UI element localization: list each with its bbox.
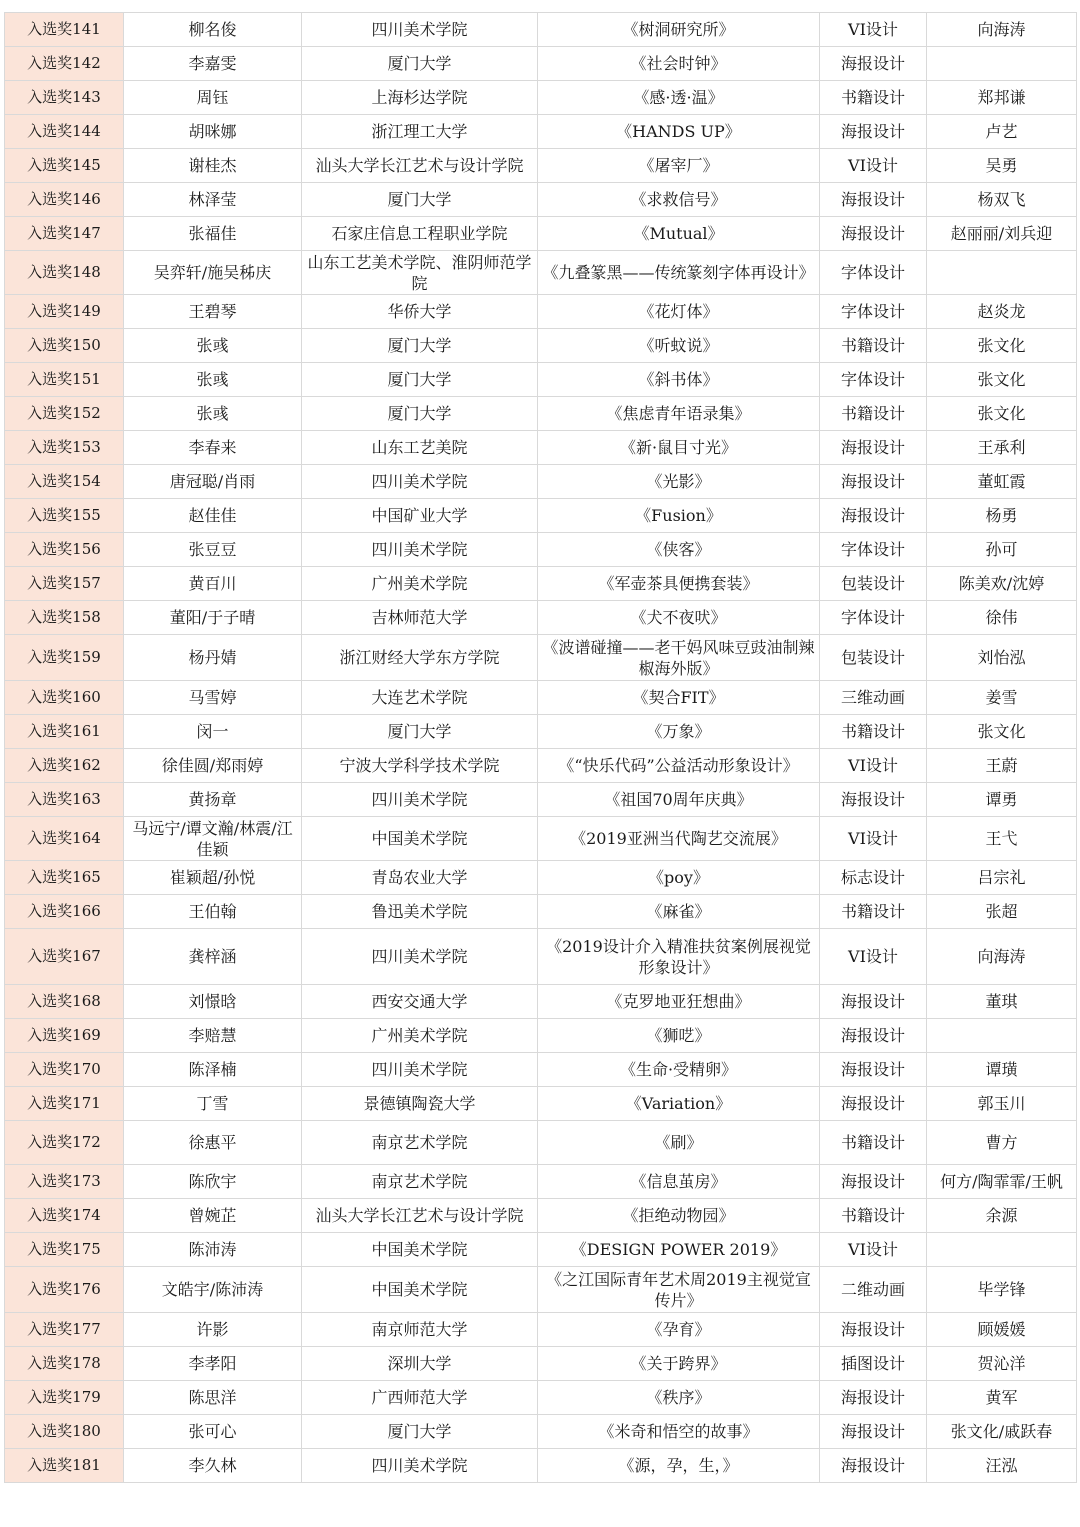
award-cell: 入选奖150 xyxy=(5,329,124,363)
work-title-cell: 《狮呓》 xyxy=(538,1019,820,1053)
category-cell: 海报设计 xyxy=(820,783,927,817)
award-cell: 入选奖149 xyxy=(5,295,124,329)
name-cell: 陈泽楠 xyxy=(124,1053,302,1087)
name-cell: 陈沛涛 xyxy=(124,1233,302,1267)
table-row xyxy=(5,681,1077,715)
name-cell: 马雪婷 xyxy=(124,681,302,715)
award-cell: 入选奖143 xyxy=(5,81,124,115)
name-cell: 徐佳圆/郑雨婷 xyxy=(124,749,302,783)
table-row xyxy=(5,431,1077,465)
tutor-cell: 向海涛 xyxy=(927,929,1077,985)
category-cell: 海报设计 xyxy=(820,1313,927,1347)
tutor-cell: 汪泓 xyxy=(927,1449,1077,1483)
school-cell: 四川美术学院 xyxy=(302,1053,538,1087)
award-cell: 入选奖146 xyxy=(5,183,124,217)
category-cell: 海报设计 xyxy=(820,499,927,533)
school-cell: 中国美术学院 xyxy=(302,817,538,861)
award-cell: 入选奖167 xyxy=(5,929,124,985)
category-cell: VI设计 xyxy=(820,1233,927,1267)
table-row xyxy=(5,1019,1077,1053)
work-title-cell: 《新·鼠目寸光》 xyxy=(538,431,820,465)
tutor-cell xyxy=(927,1019,1077,1053)
work-title-cell: 《“快乐代码”公益活动形象设计》 xyxy=(538,749,820,783)
work-title-cell: 《Variation》 xyxy=(538,1087,820,1121)
category-cell: 书籍设计 xyxy=(820,329,927,363)
table-row xyxy=(5,397,1077,431)
school-cell: 四川美术学院 xyxy=(302,13,538,47)
category-cell: VI设计 xyxy=(820,749,927,783)
work-title-cell: 《2019设计介入精准扶贫案例展视觉形象设计》 xyxy=(538,929,820,985)
school-cell: 中国美术学院 xyxy=(302,1233,538,1267)
table-row xyxy=(5,1449,1077,1483)
name-cell: 黄百川 xyxy=(124,567,302,601)
school-cell: 浙江理工大学 xyxy=(302,115,538,149)
tutor-cell: 张文化 xyxy=(927,329,1077,363)
school-cell: 汕头大学长江艺术与设计学院 xyxy=(302,1199,538,1233)
tutor-cell: 郭玉川 xyxy=(927,1087,1077,1121)
award-cell: 入选奖141 xyxy=(5,13,124,47)
work-title-cell: 《克罗地亚狂想曲》 xyxy=(538,985,820,1019)
award-cell: 入选奖177 xyxy=(5,1313,124,1347)
category-cell: 海报设计 xyxy=(820,1053,927,1087)
category-cell: 包装设计 xyxy=(820,567,927,601)
name-cell: 文皓宇/陈沛涛 xyxy=(124,1267,302,1313)
work-title-cell: 《刷》 xyxy=(538,1121,820,1165)
table-row xyxy=(5,635,1077,681)
category-cell: 书籍设计 xyxy=(820,1199,927,1233)
award-cell: 入选奖144 xyxy=(5,115,124,149)
work-title-cell: 《关于跨界》 xyxy=(538,1347,820,1381)
work-title-cell: 《波谱碰撞——老干妈风味豆豉油制辣椒海外版》 xyxy=(538,635,820,681)
table-row xyxy=(5,363,1077,397)
name-cell: 柳名俊 xyxy=(124,13,302,47)
school-cell: 石家庄信息工程职业学院 xyxy=(302,217,538,251)
work-title-cell: 《听蚊说》 xyxy=(538,329,820,363)
work-title-cell: 《源，孕，生，》 xyxy=(538,1449,820,1483)
table-row xyxy=(5,1233,1077,1267)
category-cell: 海报设计 xyxy=(820,465,927,499)
school-cell: 深圳大学 xyxy=(302,1347,538,1381)
work-title-cell: 《poy》 xyxy=(538,861,820,895)
table-row xyxy=(5,749,1077,783)
category-cell: 标志设计 xyxy=(820,861,927,895)
work-title-cell: 《麻雀》 xyxy=(538,895,820,929)
award-cell: 入选奖179 xyxy=(5,1381,124,1415)
tutor-cell: 卢艺 xyxy=(927,115,1077,149)
name-cell: 许影 xyxy=(124,1313,302,1347)
award-cell: 入选奖176 xyxy=(5,1267,124,1313)
table-row xyxy=(5,1313,1077,1347)
name-cell: 董阳/于子晴 xyxy=(124,601,302,635)
school-cell: 汕头大学长江艺术与设计学院 xyxy=(302,149,538,183)
award-cell: 入选奖181 xyxy=(5,1449,124,1483)
table-row xyxy=(5,985,1077,1019)
name-cell: 李赔慧 xyxy=(124,1019,302,1053)
category-cell: 海报设计 xyxy=(820,217,927,251)
award-cell: 入选奖153 xyxy=(5,431,124,465)
category-cell: 海报设计 xyxy=(820,1087,927,1121)
name-cell: 唐冠聪/肖雨 xyxy=(124,465,302,499)
category-cell: VI设计 xyxy=(820,149,927,183)
name-cell: 张豆豆 xyxy=(124,533,302,567)
award-cell: 入选奖160 xyxy=(5,681,124,715)
school-cell: 厦门大学 xyxy=(302,397,538,431)
school-cell: 南京师范大学 xyxy=(302,1313,538,1347)
tutor-cell: 向海涛 xyxy=(927,13,1077,47)
school-cell: 宁波大学科学技术学院 xyxy=(302,749,538,783)
tutor-cell: 赵丽丽/刘兵迎 xyxy=(927,217,1077,251)
school-cell: 上海杉达学院 xyxy=(302,81,538,115)
school-cell: 浙江财经大学东方学院 xyxy=(302,635,538,681)
category-cell: 书籍设计 xyxy=(820,397,927,431)
school-cell: 四川美术学院 xyxy=(302,929,538,985)
award-cell: 入选奖168 xyxy=(5,985,124,1019)
tutor-cell: 毕学锋 xyxy=(927,1267,1077,1313)
award-cell: 入选奖142 xyxy=(5,47,124,81)
category-cell: 字体设计 xyxy=(820,251,927,295)
award-cell: 入选奖159 xyxy=(5,635,124,681)
category-cell: 字体设计 xyxy=(820,601,927,635)
award-cell: 入选奖157 xyxy=(5,567,124,601)
category-cell: 书籍设计 xyxy=(820,1121,927,1165)
tutor-cell: 张文化/戚跃春 xyxy=(927,1415,1077,1449)
work-title-cell: 《感·透·温》 xyxy=(538,81,820,115)
award-cell: 入选奖162 xyxy=(5,749,124,783)
table-row xyxy=(5,217,1077,251)
category-cell: 海报设计 xyxy=(820,431,927,465)
category-cell: 字体设计 xyxy=(820,363,927,397)
school-cell: 四川美术学院 xyxy=(302,533,538,567)
name-cell: 龚梓涵 xyxy=(124,929,302,985)
work-title-cell: 《斜书体》 xyxy=(538,363,820,397)
school-cell: 四川美术学院 xyxy=(302,783,538,817)
category-cell: VI设计 xyxy=(820,929,927,985)
name-cell: 马远宁/谭文瀚/林震/江佳颖 xyxy=(124,817,302,861)
table-row xyxy=(5,149,1077,183)
school-cell: 厦门大学 xyxy=(302,47,538,81)
award-cell: 入选奖169 xyxy=(5,1019,124,1053)
school-cell: 青岛农业大学 xyxy=(302,861,538,895)
award-cell: 入选奖155 xyxy=(5,499,124,533)
school-cell: 景德镇陶瓷大学 xyxy=(302,1087,538,1121)
school-cell: 广州美术学院 xyxy=(302,567,538,601)
tutor-cell: 王蔚 xyxy=(927,749,1077,783)
name-cell: 王碧琴 xyxy=(124,295,302,329)
table-row xyxy=(5,1347,1077,1381)
tutor-cell: 姜雪 xyxy=(927,681,1077,715)
school-cell: 厦门大学 xyxy=(302,183,538,217)
name-cell: 黄扬章 xyxy=(124,783,302,817)
award-cell: 入选奖156 xyxy=(5,533,124,567)
name-cell: 李嘉雯 xyxy=(124,47,302,81)
tutor-cell: 王承利 xyxy=(927,431,1077,465)
tutor-cell: 杨双飞 xyxy=(927,183,1077,217)
school-cell: 广州美术学院 xyxy=(302,1019,538,1053)
category-cell: 书籍设计 xyxy=(820,715,927,749)
award-table-body xyxy=(5,13,1077,1483)
award-cell: 入选奖174 xyxy=(5,1199,124,1233)
table-row xyxy=(5,929,1077,985)
work-title-cell: 《契合FIT》 xyxy=(538,681,820,715)
school-cell: 山东工艺美术学院、淮阴师范学院 xyxy=(302,251,538,295)
table-row xyxy=(5,329,1077,363)
school-cell: 吉林师范大学 xyxy=(302,601,538,635)
school-cell: 西安交通大学 xyxy=(302,985,538,1019)
tutor-cell xyxy=(927,1233,1077,1267)
category-cell: 海报设计 xyxy=(820,1449,927,1483)
category-cell: 海报设计 xyxy=(820,1165,927,1199)
category-cell: 字体设计 xyxy=(820,295,927,329)
school-cell: 厦门大学 xyxy=(302,715,538,749)
table-row xyxy=(5,115,1077,149)
award-cell: 入选奖173 xyxy=(5,1165,124,1199)
tutor-cell: 刘怡泓 xyxy=(927,635,1077,681)
name-cell: 张彧 xyxy=(124,363,302,397)
award-cell: 入选奖164 xyxy=(5,817,124,861)
award-cell: 入选奖148 xyxy=(5,251,124,295)
table-row xyxy=(5,499,1077,533)
name-cell: 张可心 xyxy=(124,1415,302,1449)
work-title-cell: 《DESIGN POWER 2019》 xyxy=(538,1233,820,1267)
category-cell: 海报设计 xyxy=(820,115,927,149)
work-title-cell: 《Fusion》 xyxy=(538,499,820,533)
tutor-cell: 谭勇 xyxy=(927,783,1077,817)
award-cell: 入选奖158 xyxy=(5,601,124,635)
category-cell: VI设计 xyxy=(820,13,927,47)
name-cell: 李久林 xyxy=(124,1449,302,1483)
work-title-cell: 《军壶茶具便携套装》 xyxy=(538,567,820,601)
table-row xyxy=(5,1087,1077,1121)
work-title-cell: 《焦虑青年语录集》 xyxy=(538,397,820,431)
name-cell: 陈思洋 xyxy=(124,1381,302,1415)
table-row xyxy=(5,1199,1077,1233)
tutor-cell: 孙可 xyxy=(927,533,1077,567)
work-title-cell: 《米奇和悟空的故事》 xyxy=(538,1415,820,1449)
name-cell: 陈欣宇 xyxy=(124,1165,302,1199)
work-title-cell: 《犬不夜吠》 xyxy=(538,601,820,635)
school-cell: 厦门大学 xyxy=(302,363,538,397)
tutor-cell: 陈美欢/沈婷 xyxy=(927,567,1077,601)
work-title-cell: 《HANDS UP》 xyxy=(538,115,820,149)
tutor-cell: 顾媛媛 xyxy=(927,1313,1077,1347)
category-cell: 二维动画 xyxy=(820,1267,927,1313)
category-cell: 三维动画 xyxy=(820,681,927,715)
tutor-cell: 赵炎龙 xyxy=(927,295,1077,329)
award-cell: 入选奖178 xyxy=(5,1347,124,1381)
school-cell: 四川美术学院 xyxy=(302,465,538,499)
table-row xyxy=(5,715,1077,749)
work-title-cell: 《2019亚洲当代陶艺交流展》 xyxy=(538,817,820,861)
category-cell: 海报设计 xyxy=(820,47,927,81)
table-row xyxy=(5,1121,1077,1165)
tutor-cell: 何方/陶霏霏/王帆 xyxy=(927,1165,1077,1199)
name-cell: 吴弈轩/施吴秭庆 xyxy=(124,251,302,295)
category-cell: 插图设计 xyxy=(820,1347,927,1381)
table-row xyxy=(5,465,1077,499)
name-cell: 周钰 xyxy=(124,81,302,115)
award-cell: 入选奖154 xyxy=(5,465,124,499)
table-row xyxy=(5,183,1077,217)
table-row xyxy=(5,1267,1077,1313)
category-cell: 海报设计 xyxy=(820,985,927,1019)
table-row xyxy=(5,295,1077,329)
tutor-cell: 余源 xyxy=(927,1199,1077,1233)
tutor-cell: 董琪 xyxy=(927,985,1077,1019)
work-title-cell: 《之江国际青年艺术周2019主视觉宣传片》 xyxy=(538,1267,820,1313)
award-cell: 入选奖166 xyxy=(5,895,124,929)
award-cell: 入选奖161 xyxy=(5,715,124,749)
work-title-cell: 《屠宰厂》 xyxy=(538,149,820,183)
table-row xyxy=(5,1415,1077,1449)
award-cell: 入选奖180 xyxy=(5,1415,124,1449)
table-row xyxy=(5,783,1077,817)
award-cell: 入选奖171 xyxy=(5,1087,124,1121)
work-title-cell: 《拒绝动物园》 xyxy=(538,1199,820,1233)
category-cell: VI设计 xyxy=(820,817,927,861)
category-cell: 字体设计 xyxy=(820,533,927,567)
work-title-cell: 《信息茧房》 xyxy=(538,1165,820,1199)
school-cell: 中国矿业大学 xyxy=(302,499,538,533)
name-cell: 张福佳 xyxy=(124,217,302,251)
school-cell: 四川美术学院 xyxy=(302,1449,538,1483)
table-row xyxy=(5,1165,1077,1199)
table-row xyxy=(5,47,1077,81)
category-cell: 海报设计 xyxy=(820,1415,927,1449)
award-cell: 入选奖147 xyxy=(5,217,124,251)
school-cell: 鲁迅美术学院 xyxy=(302,895,538,929)
work-title-cell: 《树洞研究所》 xyxy=(538,13,820,47)
tutor-cell: 吕宗礼 xyxy=(927,861,1077,895)
tutor-cell: 谭璜 xyxy=(927,1053,1077,1087)
work-title-cell: 《侠客》 xyxy=(538,533,820,567)
tutor-cell: 张文化 xyxy=(927,363,1077,397)
school-cell: 厦门大学 xyxy=(302,1415,538,1449)
award-cell: 入选奖152 xyxy=(5,397,124,431)
tutor-cell: 董虹霞 xyxy=(927,465,1077,499)
school-cell: 广西师范大学 xyxy=(302,1381,538,1415)
table-row xyxy=(5,251,1077,295)
award-cell: 入选奖170 xyxy=(5,1053,124,1087)
tutor-cell: 贺沁洋 xyxy=(927,1347,1077,1381)
work-title-cell: 《Mutual》 xyxy=(538,217,820,251)
category-cell: 海报设计 xyxy=(820,1381,927,1415)
award-cell: 入选奖172 xyxy=(5,1121,124,1165)
category-cell: 海报设计 xyxy=(820,1019,927,1053)
school-cell: 厦门大学 xyxy=(302,329,538,363)
work-title-cell: 《生命·受精卵》 xyxy=(538,1053,820,1087)
table-row xyxy=(5,1381,1077,1415)
work-title-cell: 《社会时钟》 xyxy=(538,47,820,81)
tutor-cell: 曹方 xyxy=(927,1121,1077,1165)
school-cell: 大连艺术学院 xyxy=(302,681,538,715)
category-cell: 书籍设计 xyxy=(820,81,927,115)
school-cell: 中国美术学院 xyxy=(302,1267,538,1313)
school-cell: 华侨大学 xyxy=(302,295,538,329)
school-cell: 南京艺术学院 xyxy=(302,1121,538,1165)
tutor-cell: 杨勇 xyxy=(927,499,1077,533)
category-cell: 包装设计 xyxy=(820,635,927,681)
name-cell: 崔颖超/孙悦 xyxy=(124,861,302,895)
name-cell: 谢桂杰 xyxy=(124,149,302,183)
name-cell: 丁雪 xyxy=(124,1087,302,1121)
tutor-cell: 黄军 xyxy=(927,1381,1077,1415)
name-cell: 曾婉芷 xyxy=(124,1199,302,1233)
tutor-cell: 张超 xyxy=(927,895,1077,929)
name-cell: 杨丹婧 xyxy=(124,635,302,681)
name-cell: 徐惠平 xyxy=(124,1121,302,1165)
table-row xyxy=(5,861,1077,895)
table-row xyxy=(5,567,1077,601)
table-row xyxy=(5,601,1077,635)
work-title-cell: 《秩序》 xyxy=(538,1381,820,1415)
work-title-cell: 《光影》 xyxy=(538,465,820,499)
table-row xyxy=(5,895,1077,929)
category-cell: 书籍设计 xyxy=(820,895,927,929)
tutor-cell: 徐伟 xyxy=(927,601,1077,635)
award-table xyxy=(4,12,1077,1483)
name-cell: 王伯翰 xyxy=(124,895,302,929)
tutor-cell: 张文化 xyxy=(927,715,1077,749)
name-cell: 林泽莹 xyxy=(124,183,302,217)
work-title-cell: 《万象》 xyxy=(538,715,820,749)
name-cell: 闵一 xyxy=(124,715,302,749)
name-cell: 胡咪娜 xyxy=(124,115,302,149)
tutor-cell xyxy=(927,47,1077,81)
school-cell: 南京艺术学院 xyxy=(302,1165,538,1199)
work-title-cell: 《求救信号》 xyxy=(538,183,820,217)
category-cell: 海报设计 xyxy=(820,183,927,217)
award-cell: 入选奖145 xyxy=(5,149,124,183)
table-row xyxy=(5,13,1077,47)
school-cell: 山东工艺美院 xyxy=(302,431,538,465)
tutor-cell: 王弋 xyxy=(927,817,1077,861)
tutor-cell xyxy=(927,251,1077,295)
table-row xyxy=(5,1053,1077,1087)
name-cell: 刘憬晗 xyxy=(124,985,302,1019)
work-title-cell: 《孕育》 xyxy=(538,1313,820,1347)
tutor-cell: 张文化 xyxy=(927,397,1077,431)
work-title-cell: 《花灯体》 xyxy=(538,295,820,329)
table-row xyxy=(5,817,1077,861)
work-title-cell: 《祖国70周年庆典》 xyxy=(538,783,820,817)
table-row xyxy=(5,81,1077,115)
award-table-container xyxy=(4,12,1076,1483)
award-cell: 入选奖163 xyxy=(5,783,124,817)
name-cell: 李春来 xyxy=(124,431,302,465)
award-cell: 入选奖165 xyxy=(5,861,124,895)
tutor-cell: 吴勇 xyxy=(927,149,1077,183)
name-cell: 张彧 xyxy=(124,397,302,431)
table-row xyxy=(5,533,1077,567)
name-cell: 赵佳佳 xyxy=(124,499,302,533)
name-cell: 李孝阳 xyxy=(124,1347,302,1381)
tutor-cell: 郑邦谦 xyxy=(927,81,1077,115)
award-cell: 入选奖175 xyxy=(5,1233,124,1267)
award-cell: 入选奖151 xyxy=(5,363,124,397)
work-title-cell: 《九叠篆黑——传统篆刻字体再设计》 xyxy=(538,251,820,295)
name-cell: 张彧 xyxy=(124,329,302,363)
